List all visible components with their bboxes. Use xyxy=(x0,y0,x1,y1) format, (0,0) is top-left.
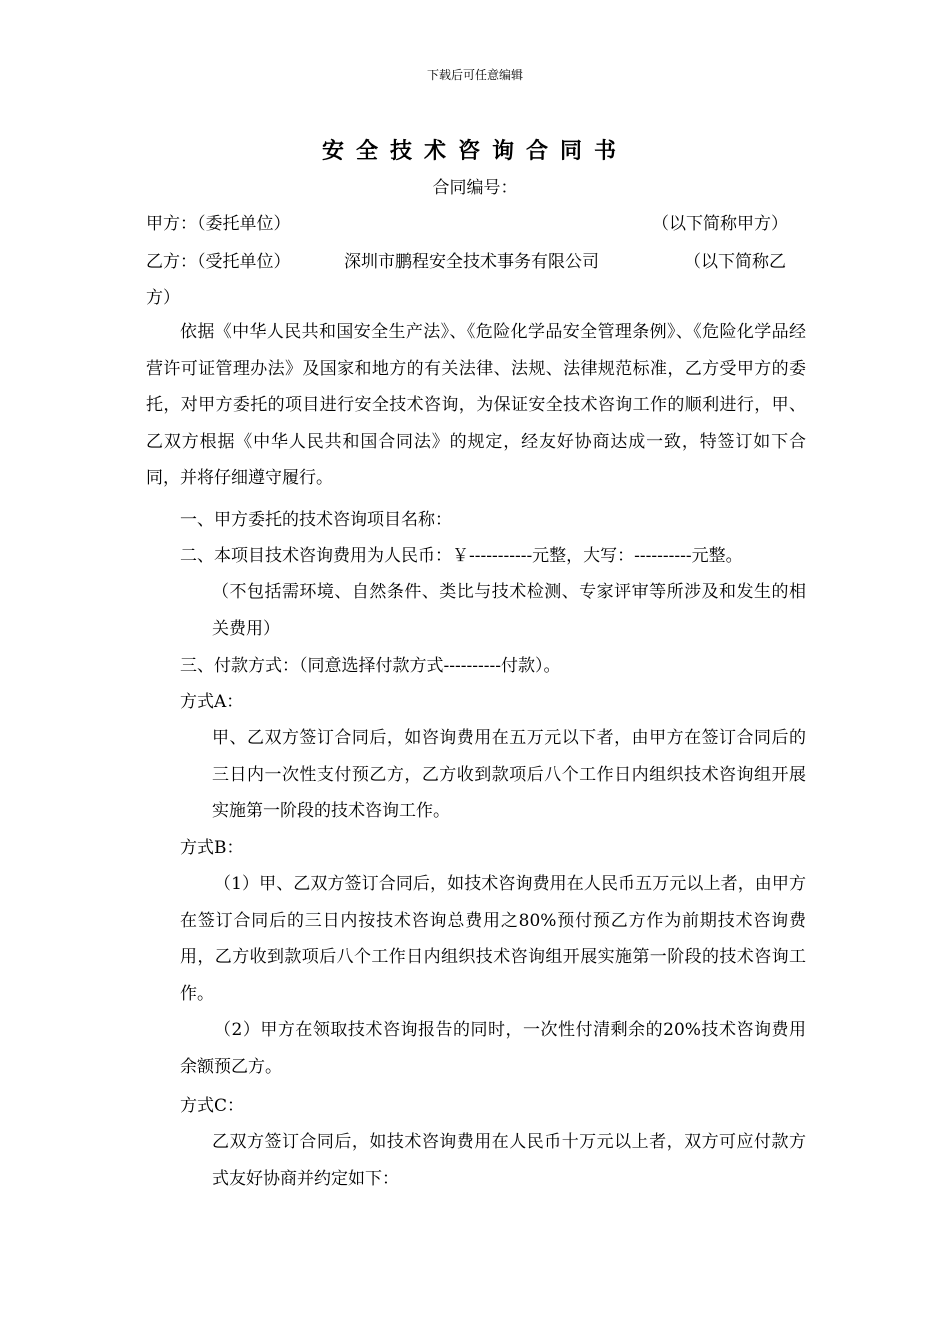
method-a-text: 甲、乙双方签订合同后，如咨询费用在五万元以下者，由甲方在签订合同后的三日内一次性支付预乙方，乙方收到款项后八个工作日内组织技术咨询组开展实施第一阶段的技术咨询工作。 xyxy=(212,728,806,821)
method-c-label: 方式C： xyxy=(180,1096,245,1116)
party-a-label: 甲方：（委托单位） xyxy=(146,214,291,234)
party-b-label: 乙方：（受托单位） xyxy=(146,252,291,272)
party-b-company: 深圳市鹏程安全技术事务有限公司 xyxy=(344,252,599,272)
method-c-text: 乙双方签订合同后，如技术咨询费用在人民币十万元以上者，双方可应付款方式友好协商并约定如下： xyxy=(212,1132,806,1189)
item-2-note: （不包括需环境、自然条件、类比与技术检测、专家评审等所涉及和发生的相关费用） xyxy=(212,582,806,639)
item-1-project-name: 一、甲方委托的技术咨询项目名称： xyxy=(180,510,452,530)
method-a-label: 方式A： xyxy=(180,692,244,712)
party-a-suffix: （以下简称甲方） xyxy=(652,214,788,234)
party-b-suffix-wrap: 方） xyxy=(146,288,180,308)
item-3-payment: 三、付款方式：（同意选择付款方式----------付款）。 xyxy=(180,656,561,676)
method-b-clause-2: （2）甲方在领取技术咨询报告的同时，一次性付清剩余的20%技术咨询费用余额预乙方。 xyxy=(180,1020,806,1077)
intro-paragraph: 依据《中华人民共和国安全生产法》、《危险化学品安全管理条例》、《危险化学品经营许可证管理办法》及国家和地方的有关法律、法规、法律规范标准，乙方受甲方的委托，对甲方委托的项目进行安全技术咨询，为保证安全技术咨询工作的顺利进行，甲、乙双方根据《中华人民共和国合同法》的规定，经友好协商达成一致，特签订如下合同，并将仔细遵守履行。 xyxy=(146,322,806,488)
document-title: 安全技术咨询合同书 xyxy=(321,138,628,164)
party-b-suffix: （以下简称乙 xyxy=(684,252,786,272)
contract-number-label: 合同编号： xyxy=(432,178,518,198)
header-note: 下载后可任意编辑 xyxy=(426,68,523,82)
method-b-clause-1: （1）甲、乙双方签订合同后，如技术咨询费用在人民币五万元以上者，由甲方在签订合同后的三日内按技术咨询总费用之80%预付预乙方作为前期技术咨询费用，乙方收到款项后八个工作日内组织技术咨询组开展实施第一阶段的技术咨询工作。 xyxy=(180,874,806,1004)
item-2-fee: 二、本项目技术咨询费用为人民币：￥-----------元整，大写：----------元整。 xyxy=(180,546,743,566)
method-b-label: 方式B： xyxy=(180,838,244,858)
